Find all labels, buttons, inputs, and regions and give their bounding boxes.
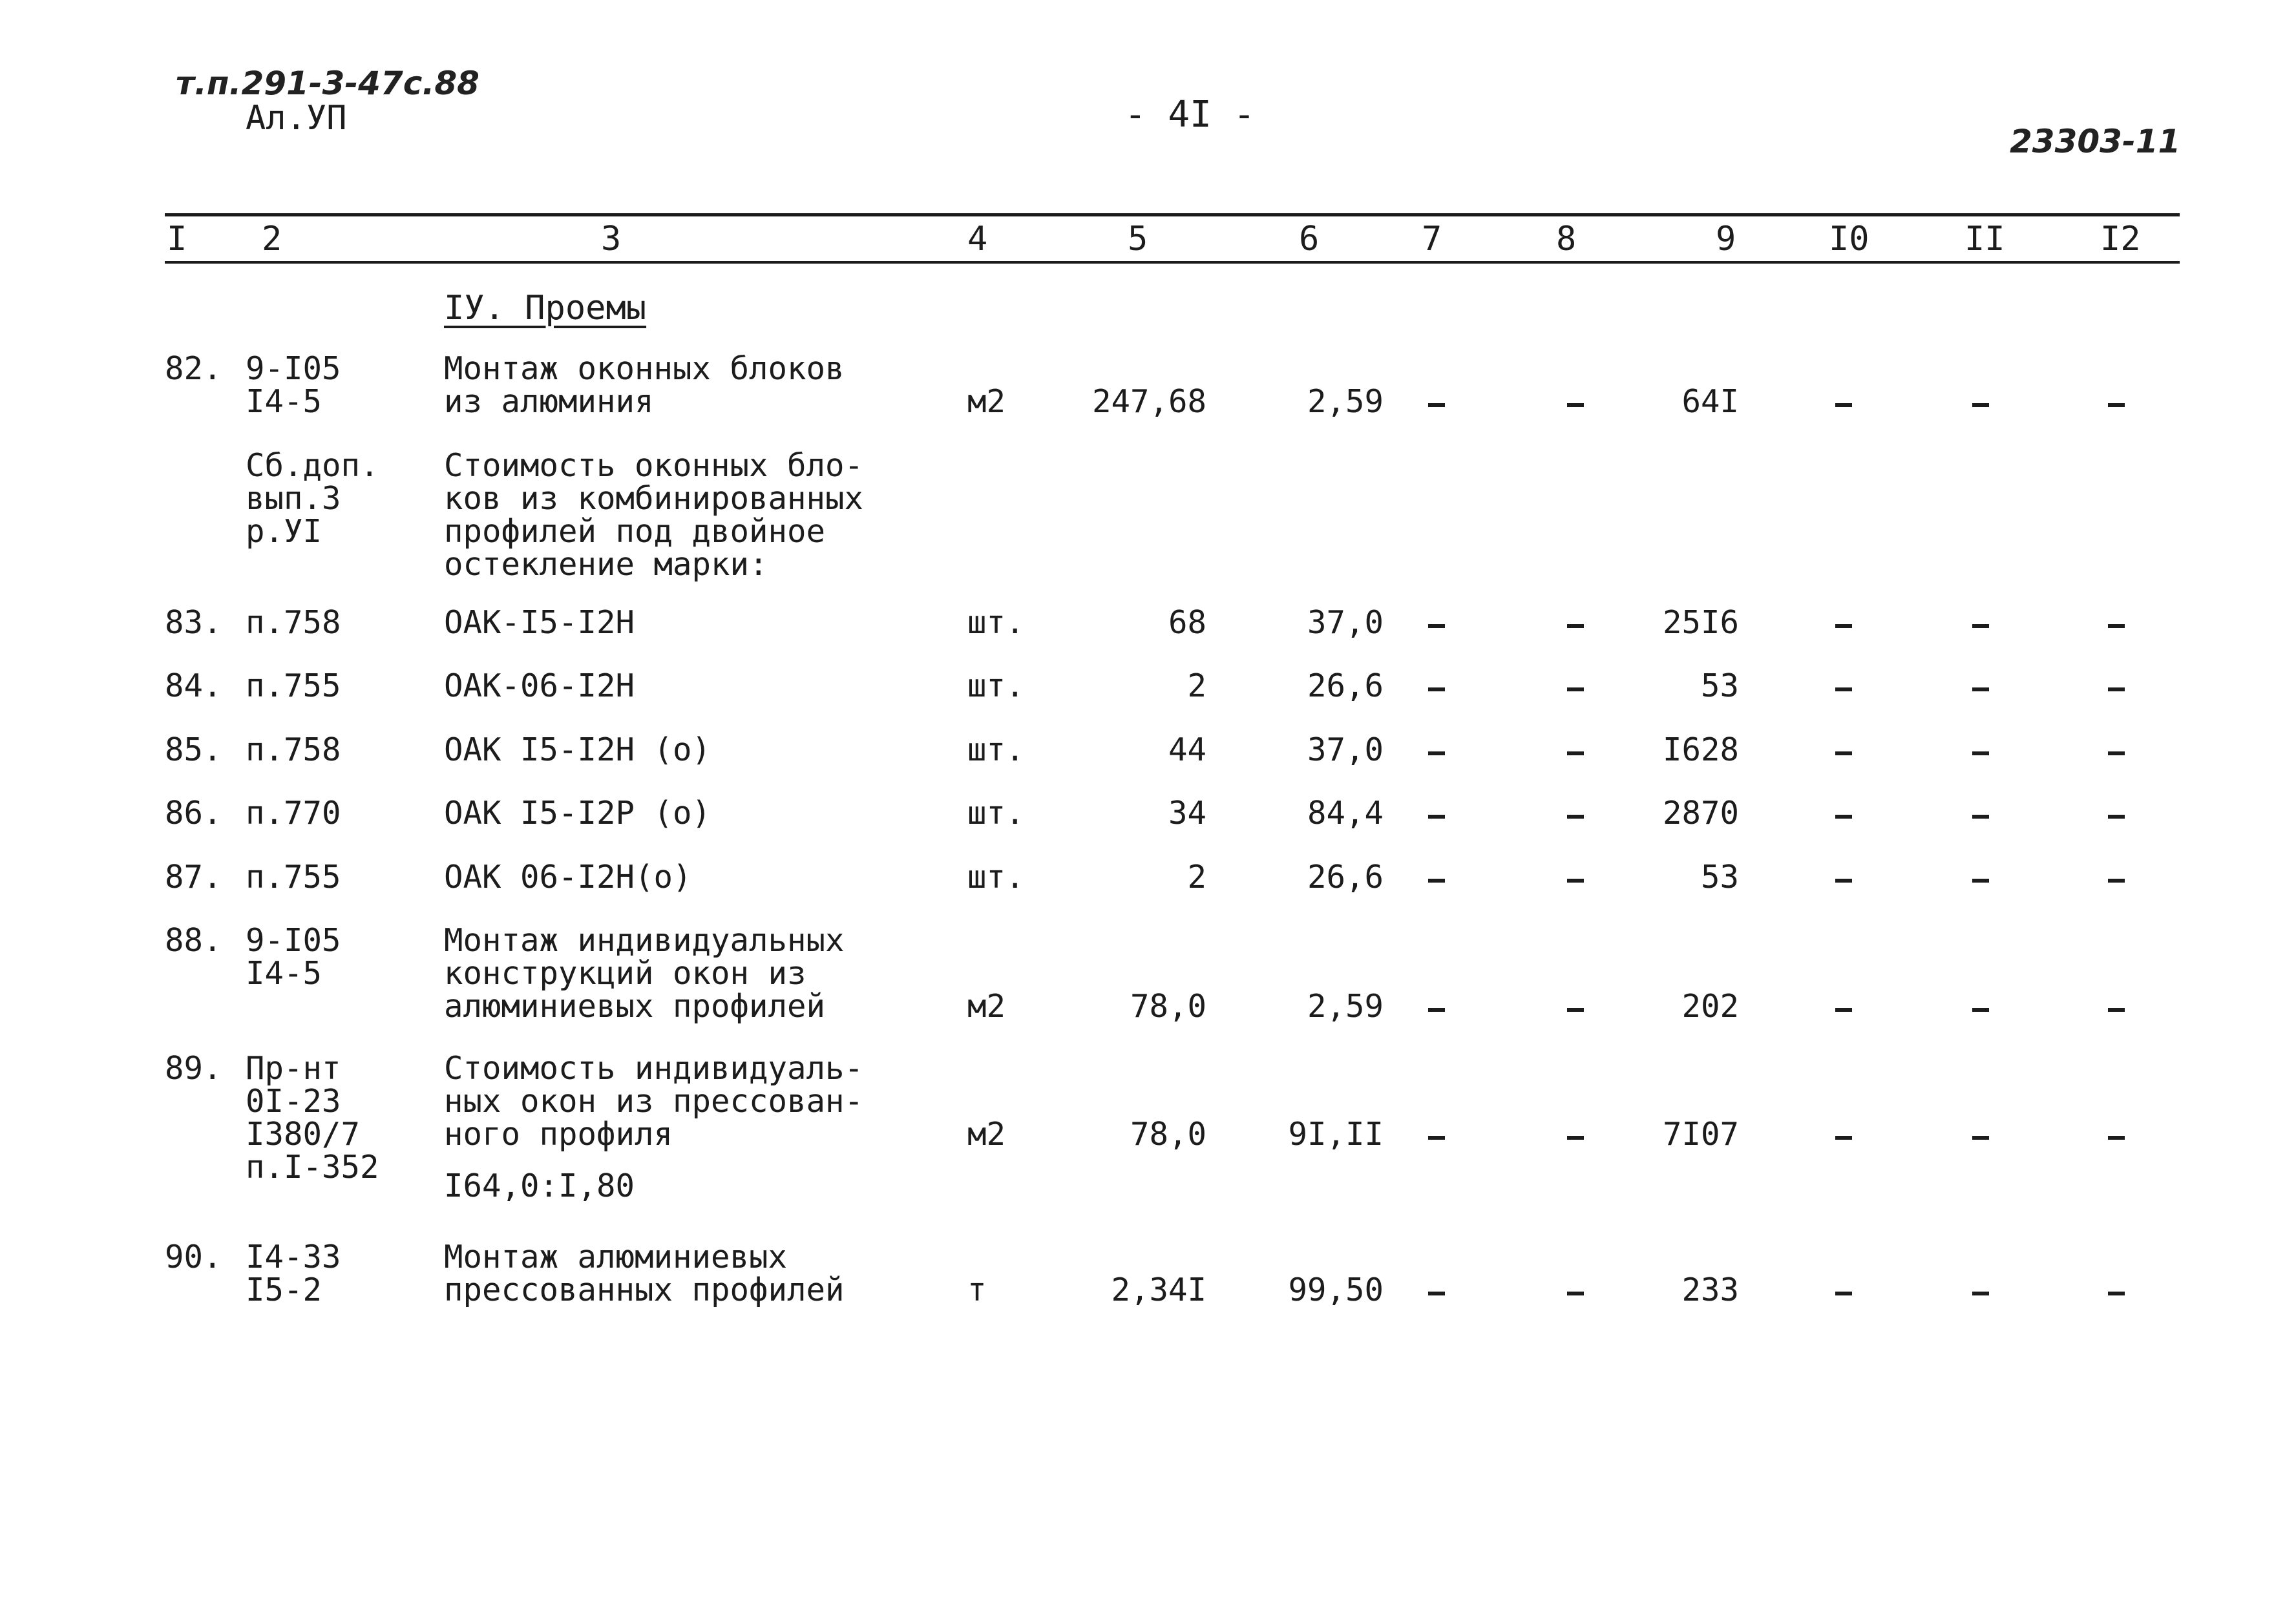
empty-cell-dash [2108, 879, 2125, 883]
quantity: 2 [1187, 667, 1206, 704]
work-name: ков из комбинированных [444, 480, 864, 517]
empty-cell-dash [2108, 624, 2125, 628]
row-number: 85. [165, 731, 222, 768]
work-name: ОАК I5-I2Р (о) [444, 795, 711, 832]
column-header-1: I [167, 220, 187, 258]
work-name: Монтаж алюминиевых [444, 1239, 788, 1275]
norm-code: вып.3 [246, 480, 341, 517]
work-name: профилей под двойное [444, 513, 826, 550]
norm-code: I4-33 [246, 1239, 341, 1275]
work-name: ных окон из прессован- [444, 1083, 864, 1120]
norm-code: I4-5 [246, 383, 322, 420]
empty-cell-dash [1567, 1136, 1584, 1140]
norm-code: I5-2 [246, 1272, 322, 1308]
page-number: - 4I - [1124, 94, 1256, 136]
total-cost: 233 [1681, 1272, 1739, 1308]
column-header-7: 7 [1422, 220, 1442, 258]
empty-cell-dash [2108, 815, 2125, 819]
unit: шт. [967, 667, 1025, 704]
empty-cell-dash [1567, 403, 1584, 407]
row-number: 89. [165, 1050, 222, 1087]
column-header-12: I2 [2100, 220, 2141, 258]
norm-code: р.УI [246, 513, 322, 550]
unit: т [967, 1272, 987, 1308]
row-number: 82. [165, 350, 222, 387]
empty-cell-dash [1972, 624, 1989, 628]
empty-cell-dash [1835, 403, 1852, 407]
column-header-11: II [1964, 220, 2005, 258]
quantity: 78,0 [1130, 988, 1206, 1025]
column-header-2: 2 [262, 220, 282, 258]
quantity: 247,68 [1091, 383, 1206, 420]
norm-code: п.758 [246, 604, 341, 641]
column-header-9: 9 [1716, 220, 1736, 258]
unit: шт. [967, 795, 1025, 832]
quantity: 34 [1168, 795, 1206, 832]
empty-cell-dash [1428, 751, 1445, 755]
empty-cell-dash [1972, 1292, 1989, 1295]
empty-cell-dash [2108, 751, 2125, 755]
quantity: 2 [1187, 859, 1206, 896]
total-cost: 64I [1681, 383, 1739, 420]
norm-code: Пр-нт [246, 1050, 341, 1087]
empty-cell-dash [2108, 1136, 2125, 1140]
unit: м2 [967, 383, 1006, 420]
empty-cell-dash [1428, 879, 1445, 883]
total-cost: 25I6 [1662, 604, 1739, 641]
row-number: 83. [165, 604, 222, 641]
empty-cell-dash [1428, 815, 1445, 819]
norm-code: Сб.доп. [246, 447, 379, 484]
empty-cell-dash [1835, 815, 1852, 819]
empty-cell-dash [1835, 1292, 1852, 1295]
norm-code: 9-I05 [246, 922, 341, 959]
empty-cell-dash [1567, 751, 1584, 755]
empty-cell-dash [1428, 687, 1445, 691]
empty-cell-dash [1567, 1008, 1584, 1012]
norm-code: п.I-352 [246, 1149, 379, 1186]
total-cost: 2870 [1662, 795, 1739, 832]
empty-cell-dash [2108, 403, 2125, 407]
norm-code: п.755 [246, 667, 341, 704]
unit: шт. [967, 859, 1025, 896]
work-name: из алюминия [444, 383, 654, 420]
empty-cell-dash [1567, 624, 1584, 628]
empty-cell-dash [1972, 879, 1989, 883]
empty-cell-dash [1835, 879, 1852, 883]
row-number: 86. [165, 795, 222, 832]
work-name: Стоимость индивидуаль- [444, 1050, 864, 1087]
column-header-10: I0 [1829, 220, 1869, 258]
table-top-rule [165, 213, 2180, 216]
total-cost: 53 [1700, 667, 1739, 704]
empty-cell-dash [1567, 687, 1584, 691]
empty-cell-dash [1835, 751, 1852, 755]
unit-price: 37,0 [1307, 604, 1384, 641]
empty-cell-dash [2108, 1008, 2125, 1012]
column-header-8: 8 [1556, 220, 1577, 258]
empty-cell-dash [1428, 1292, 1445, 1295]
unit-price: 26,6 [1307, 859, 1384, 896]
empty-cell-dash [1972, 1008, 1989, 1012]
table-header-rule [165, 261, 2180, 264]
empty-cell-dash [1972, 687, 1989, 691]
empty-cell-dash [1428, 624, 1445, 628]
work-name: Стоимость оконных бло- [444, 447, 864, 484]
unit-price: 9I,II [1288, 1116, 1384, 1153]
empty-cell-dash [2108, 687, 2125, 691]
empty-cell-dash [1972, 751, 1989, 755]
unit: м2 [967, 988, 1006, 1025]
unit: шт. [967, 731, 1025, 768]
work-name: ного профиля [444, 1116, 673, 1153]
work-name: ОАК-06-I2Н [444, 667, 635, 704]
row-number: 87. [165, 859, 222, 896]
column-header-6: 6 [1299, 220, 1320, 258]
project-code: т.п.291-3-47с.88 [176, 65, 479, 102]
empty-cell-dash [1428, 1136, 1445, 1140]
norm-code: 0I-23 [246, 1083, 341, 1120]
empty-cell-dash [1567, 815, 1584, 819]
inventory-number: 23303-11 [2010, 123, 2181, 160]
column-header-3: 3 [601, 220, 622, 258]
work-name: конструкций окон из [444, 955, 806, 992]
work-name: Монтаж индивидуальных [444, 922, 845, 959]
empty-cell-dash [1835, 1136, 1852, 1140]
quantity: 68 [1168, 604, 1206, 641]
work-name: ОАК 06-I2Н(о) [444, 859, 692, 896]
row-number: 88. [165, 922, 222, 959]
empty-cell-dash [1972, 403, 1989, 407]
total-cost: 53 [1700, 859, 1739, 896]
empty-cell-dash [1972, 815, 1989, 819]
price-calculation: I64,0:I,80 [444, 1168, 635, 1204]
work-name: остекление марки: [444, 546, 768, 583]
work-name: прессованных профилей [444, 1272, 845, 1308]
row-number: 84. [165, 667, 222, 704]
empty-cell-dash [1567, 879, 1584, 883]
empty-cell-dash [1835, 624, 1852, 628]
quantity: 44 [1168, 731, 1206, 768]
work-name: Монтаж оконных блоков [444, 350, 845, 387]
norm-code: I4-5 [246, 955, 322, 992]
total-cost: 202 [1681, 988, 1739, 1025]
album-label: Ал.УП [246, 99, 347, 138]
work-name: ОАК-I5-I2Н [444, 604, 635, 641]
work-name: ОАК I5-I2Н (о) [444, 731, 711, 768]
empty-cell-dash [2108, 1292, 2125, 1295]
norm-code: п.770 [246, 795, 341, 832]
empty-cell-dash [1972, 1136, 1989, 1140]
column-header-5: 5 [1128, 220, 1148, 258]
empty-cell-dash [1835, 1008, 1852, 1012]
unit-price: 2,59 [1307, 988, 1384, 1025]
unit-price: 84,4 [1307, 795, 1384, 832]
unit-price: 26,6 [1307, 667, 1384, 704]
empty-cell-dash [1567, 1292, 1584, 1295]
work-name: алюминиевых профилей [444, 988, 826, 1025]
norm-code: 9-I05 [246, 350, 341, 387]
norm-code: п.755 [246, 859, 341, 896]
column-header-4: 4 [967, 220, 988, 258]
empty-cell-dash [1428, 1008, 1445, 1012]
total-cost: 7I07 [1662, 1116, 1739, 1153]
empty-cell-dash [1428, 403, 1445, 407]
empty-cell-dash [1835, 687, 1852, 691]
norm-code: п.758 [246, 731, 341, 768]
norm-code: I380/7 [246, 1116, 361, 1153]
total-cost: I628 [1662, 731, 1739, 768]
unit-price: 37,0 [1307, 731, 1384, 768]
row-number: 90. [165, 1239, 222, 1275]
quantity: 2,34I [1111, 1272, 1206, 1308]
unit-price: 2,59 [1307, 383, 1384, 420]
unit-price: 99,50 [1288, 1272, 1384, 1308]
section-title: IУ. Проемы [444, 289, 647, 328]
unit: м2 [967, 1116, 1006, 1153]
quantity: 78,0 [1130, 1116, 1206, 1153]
unit: шт. [967, 604, 1025, 641]
